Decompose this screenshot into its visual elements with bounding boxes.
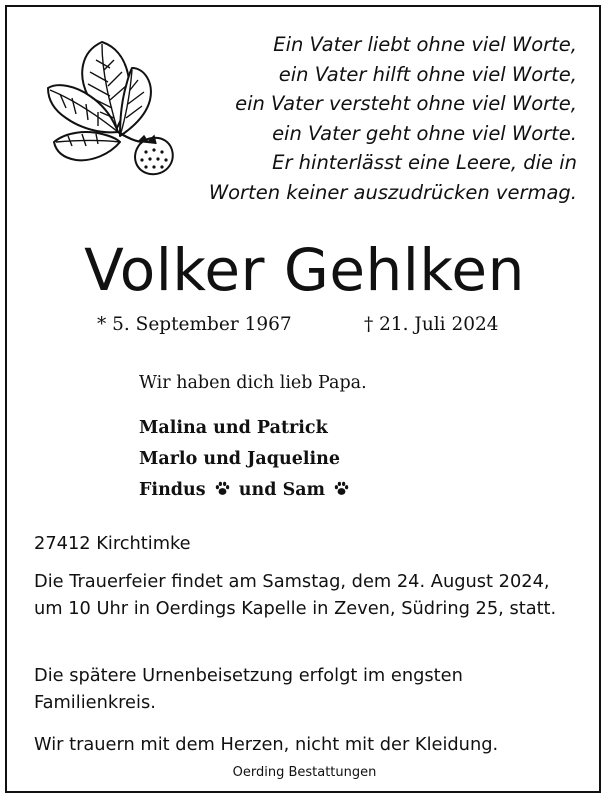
poem-line: ein Vater hilft ohne viel Worte, [278,62,577,86]
paw-print-icon [214,480,231,497]
poem [209,30,577,207]
family-member: Marlo und Jaqueline [139,449,340,469]
undertaker-credit: Oerding Bestattungen [232,765,377,780]
funeral-service-info: Die Trauerfeier findet am Samstag, dem 24. August 2024, um 10 Uhr in Oerdings Kapelle in Zeven, Südring 25, statt. [34,571,557,619]
family-member: Malina und Patrick [139,418,328,438]
death-date: † 21. Juli 2024 [364,314,499,335]
paw-print-icon [333,480,350,497]
residence: 27412 Kirchtimke [34,533,191,554]
deceased-name: Volker Gehlken [84,236,525,304]
pet-name: und Sam [238,480,326,500]
family-message: Wir haben dich lieb Papa. [139,373,367,393]
poem-line: Worten keiner auszudrücken vermag. [208,180,577,204]
poem-line: Er hinterlässt eine Leere, die in [272,151,577,174]
poem-line: Ein Vater liebt ohne viel Worte, [273,33,577,56]
pet-name: Findus [139,480,206,500]
urn-burial-info: Die spätere Urnenbeisetzung erfolgt im engsten Familienkreis. [34,665,463,713]
family-list [139,413,352,506]
family-member [139,475,352,506]
poem-line: ein Vater geht ohne viel Worte. [272,121,577,145]
mourning-note: Wir trauern mit dem Herzen, nicht mit der Kleidung. [34,734,499,755]
poem-line: ein Vater versteht ohne viel Worte, [235,92,577,115]
strawberry-leaf-icon [40,38,175,178]
birth-date: * 5. September 1967 [97,314,292,335]
